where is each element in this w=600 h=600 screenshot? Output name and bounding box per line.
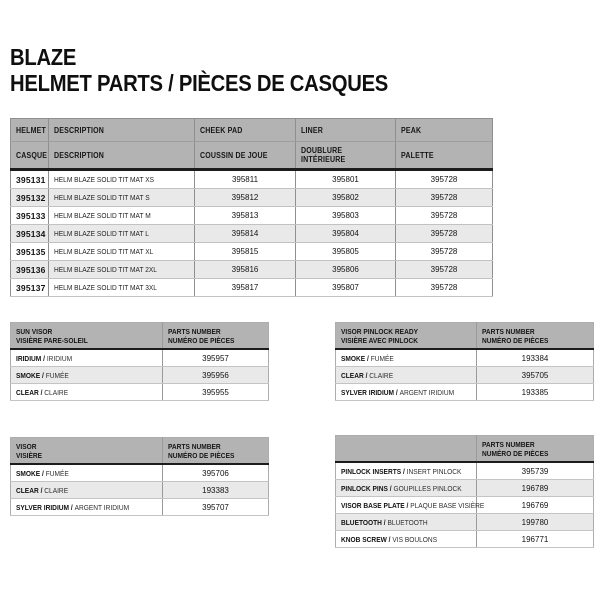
col-header-peak: PEAK bbox=[396, 119, 493, 142]
peak-part-cell: 395728 bbox=[396, 225, 493, 243]
helmet-number-cell: 395131 bbox=[11, 170, 49, 189]
option-label-cell: PINLOCK INSERTS / INSERT PINLOCK bbox=[336, 462, 477, 480]
part-number-cell: 395706 bbox=[163, 464, 269, 482]
cheek-pad-part-cell: 395817 bbox=[195, 279, 296, 297]
part-number-cell: 395707 bbox=[163, 499, 269, 516]
table-row bbox=[11, 170, 493, 189]
visor-table bbox=[10, 437, 269, 516]
peak-part-cell: 395728 bbox=[396, 170, 493, 189]
col-header-liner: LINER bbox=[296, 119, 396, 142]
pinlock-ready-title: VISOR PINLOCK READY VISIÈRE AVEC PINLOCK bbox=[336, 323, 477, 350]
helmet-parts-table-header bbox=[11, 119, 493, 170]
part-number-cell: 193383 bbox=[163, 482, 269, 499]
option-label-cell: SMOKE / FUMÉE bbox=[11, 367, 163, 384]
table-row bbox=[11, 225, 493, 243]
helmet-parts-table-body bbox=[11, 170, 493, 297]
visor-title: VISOR VISIÈRE bbox=[11, 438, 163, 465]
description-cell: HELM BLAZE SOLID TIT MAT 2XL bbox=[49, 261, 195, 279]
description-cell: HELM BLAZE SOLID TIT MAT S bbox=[49, 189, 195, 207]
page-title bbox=[10, 44, 388, 96]
liner-part-cell: 395804 bbox=[296, 225, 396, 243]
title-section-name: HELMET PARTS / PIÈCES DE CASQUES bbox=[10, 70, 389, 96]
table-row bbox=[336, 367, 594, 384]
header-row-fr bbox=[11, 142, 493, 170]
col-header-description-fr: DESCRIPTION bbox=[49, 142, 195, 170]
cheek-pad-part-cell: 395812 bbox=[195, 189, 296, 207]
option-label-cell: SYLVER IRIDIUM / ARGENT IRIDIUM bbox=[11, 499, 163, 516]
accessories-header-row bbox=[336, 436, 594, 463]
option-label-cell: BLUETOOTH / BLUETOOTH bbox=[336, 514, 477, 531]
accessories-title-empty bbox=[336, 436, 477, 463]
table-row bbox=[336, 514, 594, 531]
peak-part-cell: 395728 bbox=[396, 261, 493, 279]
cheek-pad-part-cell: 395815 bbox=[195, 243, 296, 261]
parts-number-header: PARTS NUMBER NUMÉRO DE PIÈCES bbox=[477, 436, 594, 463]
option-label-cell: SMOKE / FUMÉE bbox=[336, 349, 477, 367]
part-number-cell: 395957 bbox=[163, 349, 269, 367]
part-number-cell: 395955 bbox=[163, 384, 269, 401]
col-header-description: DESCRIPTION bbox=[49, 119, 195, 142]
liner-part-cell: 395807 bbox=[296, 279, 396, 297]
part-number-cell: 395956 bbox=[163, 367, 269, 384]
liner-part-cell: 395802 bbox=[296, 189, 396, 207]
col-header-cheek-pad: CHEEK PAD bbox=[195, 119, 296, 142]
part-number-cell: 196771 bbox=[477, 531, 594, 548]
description-cell: HELM BLAZE SOLID TIT MAT XS bbox=[49, 170, 195, 189]
cheek-pad-part-cell: 395811 bbox=[195, 170, 296, 189]
table-row bbox=[11, 482, 269, 499]
table-row bbox=[11, 279, 493, 297]
peak-part-cell: 395728 bbox=[396, 279, 493, 297]
part-number-cell: 196769 bbox=[477, 497, 594, 514]
helmet-number-cell: 395137 bbox=[11, 279, 49, 297]
helmet-number-cell: 395136 bbox=[11, 261, 49, 279]
table-row bbox=[11, 464, 269, 482]
description-cell: HELM BLAZE SOLID TIT MAT M bbox=[49, 207, 195, 225]
part-number-cell: 193384 bbox=[477, 349, 594, 367]
table-row bbox=[336, 497, 594, 514]
option-label-cell: VISOR BASE PLATE / PLAQUE BASE VISIÈRE bbox=[336, 497, 477, 514]
title-model-name: BLAZE bbox=[10, 44, 77, 70]
parts-number-header: PARTS NUMBER NUMÉRO DE PIÈCES bbox=[163, 438, 269, 465]
table-row bbox=[336, 480, 594, 497]
option-label-cell: SYLVER IRIDIUM / ARGENT IRIDIUM bbox=[336, 384, 477, 401]
col-header-casque: CASQUE bbox=[11, 142, 49, 170]
table-row bbox=[11, 499, 269, 516]
helmet-parts-table bbox=[10, 118, 493, 297]
peak-part-cell: 395728 bbox=[396, 189, 493, 207]
liner-part-cell: 395806 bbox=[296, 261, 396, 279]
header-row-en bbox=[11, 119, 493, 142]
sun-visor-title: SUN VISOR VISIÈRE PARE-SOLEIL bbox=[11, 323, 163, 350]
table-row bbox=[336, 384, 594, 401]
helmet-number-cell: 395133 bbox=[11, 207, 49, 225]
helmet-number-cell: 395134 bbox=[11, 225, 49, 243]
option-label-cell: IRIDIUM / IRIDIUM bbox=[11, 349, 163, 367]
table-row bbox=[11, 384, 269, 401]
part-number-cell: 193385 bbox=[477, 384, 594, 401]
table-row bbox=[11, 243, 493, 261]
option-label-cell: CLEAR / CLAIRE bbox=[11, 482, 163, 499]
description-cell: HELM BLAZE SOLID TIT MAT 3XL bbox=[49, 279, 195, 297]
part-number-cell: 395705 bbox=[477, 367, 594, 384]
helmet-number-cell: 395135 bbox=[11, 243, 49, 261]
description-cell: HELM BLAZE SOLID TIT MAT L bbox=[49, 225, 195, 243]
col-header-doublure: DOUBLURE INTÉRIEURE bbox=[296, 142, 396, 170]
col-header-coussin: COUSSIN DE JOUE bbox=[195, 142, 296, 170]
description-cell: HELM BLAZE SOLID TIT MAT XL bbox=[49, 243, 195, 261]
table-row bbox=[11, 189, 493, 207]
option-label-cell: CLEAR / CLAIRE bbox=[11, 384, 163, 401]
cheek-pad-part-cell: 395816 bbox=[195, 261, 296, 279]
part-number-cell: 395739 bbox=[477, 462, 594, 480]
parts-number-header: PARTS NUMBER NUMÉRO DE PIÈCES bbox=[163, 323, 269, 350]
pinlock-ready-header-row bbox=[336, 323, 594, 350]
table-row bbox=[11, 349, 269, 367]
option-label-cell: SMOKE / FUMÉE bbox=[11, 464, 163, 482]
part-number-cell: 199780 bbox=[477, 514, 594, 531]
peak-part-cell: 395728 bbox=[396, 207, 493, 225]
table-row bbox=[336, 462, 594, 480]
parts-number-header: PARTS NUMBER NUMÉRO DE PIÈCES bbox=[477, 323, 594, 350]
peak-part-cell: 395728 bbox=[396, 243, 493, 261]
liner-part-cell: 395805 bbox=[296, 243, 396, 261]
part-number-cell: 196789 bbox=[477, 480, 594, 497]
table-row bbox=[11, 367, 269, 384]
col-header-helmet: HELMET bbox=[11, 119, 49, 142]
table-row bbox=[11, 261, 493, 279]
table-row bbox=[11, 207, 493, 225]
table-row bbox=[336, 531, 594, 548]
liner-part-cell: 395801 bbox=[296, 170, 396, 189]
visor-header-row bbox=[11, 438, 269, 465]
cheek-pad-part-cell: 395814 bbox=[195, 225, 296, 243]
option-label-cell: PINLOCK PINS / GOUPILLES PINLOCK bbox=[336, 480, 477, 497]
liner-part-cell: 395803 bbox=[296, 207, 396, 225]
helmet-number-cell: 395132 bbox=[11, 189, 49, 207]
col-header-palette: PALETTE bbox=[396, 142, 493, 170]
visor-pinlock-ready-table bbox=[335, 322, 594, 401]
table-row bbox=[336, 349, 594, 367]
accessories-table bbox=[335, 435, 594, 548]
option-label-cell: KNOB SCREW / VIS BOULONS bbox=[336, 531, 477, 548]
cheek-pad-part-cell: 395813 bbox=[195, 207, 296, 225]
sun-visor-table bbox=[10, 322, 269, 401]
sun-visor-header-row bbox=[11, 323, 269, 350]
option-label-cell: CLEAR / CLAIRE bbox=[336, 367, 477, 384]
